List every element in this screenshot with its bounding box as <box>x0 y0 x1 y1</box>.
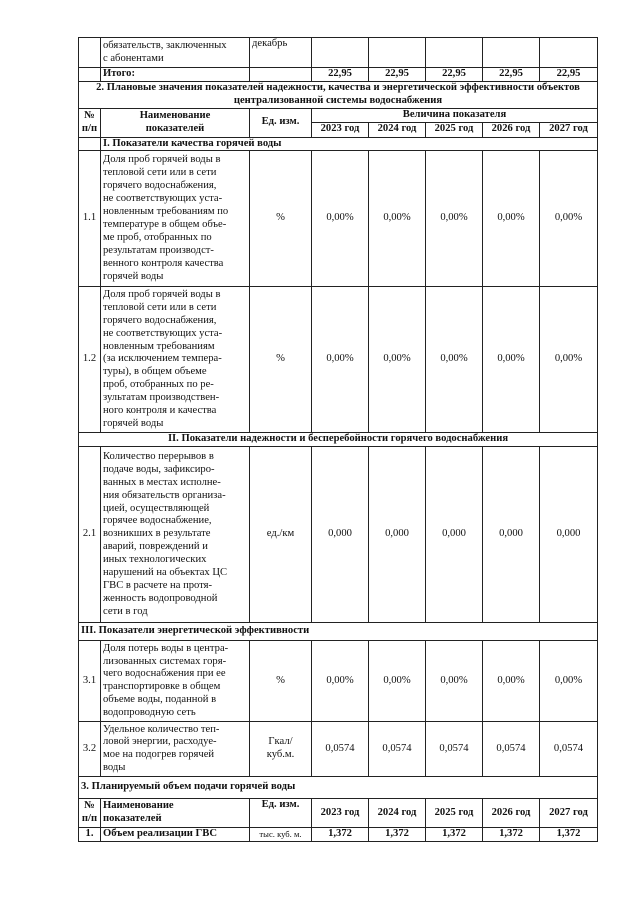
group-title-row <box>79 433 598 447</box>
row-num: 1. <box>79 828 101 842</box>
itogo-value: 22,95 <box>426 68 483 82</box>
header-year: 2023 год <box>312 123 369 137</box>
cont-text: обязательств, заключенных с абонентами <box>101 38 250 68</box>
header-num: № п/п <box>79 108 101 137</box>
row-value: 0,0574 <box>483 722 540 777</box>
group3-title: III. Показатели энергетической эффективности <box>79 623 598 641</box>
row-unit: % <box>250 287 312 433</box>
row-value: 0,0574 <box>426 722 483 777</box>
row-value: 0,0574 <box>369 722 426 777</box>
row-value: 0,00% <box>426 287 483 433</box>
row-value: 0,00% <box>426 641 483 722</box>
table-row <box>79 287 598 433</box>
row-value: 0,00% <box>312 151 369 287</box>
header-unit: Ед. изм. <box>250 108 312 137</box>
itogo-value: 22,95 <box>540 68 598 82</box>
table-row <box>79 38 598 68</box>
header-name: Наименование показателей <box>101 799 250 828</box>
header-year: 2026 год <box>483 123 540 137</box>
row-value: 0,00% <box>540 151 598 287</box>
header-year: 2024 год <box>369 123 426 137</box>
row-num: 1.2 <box>79 287 101 433</box>
row-unit: Гкал/ куб.м. <box>250 722 312 777</box>
header-value: Величина показателя <box>312 108 598 122</box>
cont-month: декабрь <box>250 38 312 68</box>
row-value: 0,000 <box>312 447 369 623</box>
row-unit: тыс. куб. м. <box>250 828 312 842</box>
row-value: 0,00% <box>540 287 598 433</box>
row-value: 0,0574 <box>540 722 598 777</box>
header-year: 2026 год <box>483 799 540 828</box>
itogo-value: 22,95 <box>483 68 540 82</box>
row-value: 1,372 <box>312 828 369 842</box>
group2-title: II. Показатели надежности и бесперебойности горячего водоснабжения <box>79 433 598 447</box>
header-unit: Ед. изм. <box>250 799 312 828</box>
header-name: Наименование показателей <box>101 108 250 137</box>
row-name: Доля проб горячей воды в тепловой сети или в сети горячего водоснабжения, не соответствующих уста- новленным требованиям (за исключением темпера- туры), в общем объеме проб, отобранных по ре- зультатам производствен- ного контроля и качества горячей воды <box>101 287 250 433</box>
row-value: 0,00% <box>369 287 426 433</box>
row-value: 0,000 <box>426 447 483 623</box>
row-name: Объем реализации ГВС <box>101 828 250 842</box>
table-row <box>79 722 598 777</box>
group1-title: I. Показатели качества горячей воды <box>101 137 598 151</box>
header-year: 2025 год <box>426 123 483 137</box>
row-name: Доля проб горячей воды в тепловой сети или в сети горячего водоснабжения, не соответствующих уста- новленным требованиям по температуре в общем объе- ме проб, отобранных по результатам производст- венного контроля качества горячей воды <box>101 151 250 287</box>
header-row <box>79 108 598 122</box>
row-unit: % <box>250 151 312 287</box>
row-num: 1.1 <box>79 151 101 287</box>
section-title-row <box>79 777 598 799</box>
group-title-row <box>79 623 598 641</box>
row-value: 0,00% <box>483 287 540 433</box>
row-num: 3.1 <box>79 641 101 722</box>
itogo-value: 22,95 <box>369 68 426 82</box>
row-unit: ед./км <box>250 447 312 623</box>
row-value: 0,00% <box>369 151 426 287</box>
section2-title: 2. Плановые значения показателей надежности, качества и энергетической эффективности объектов централизованной системы водоснабжения <box>79 81 598 108</box>
itogo-row <box>79 68 598 82</box>
row-name: Удельное количество теп- ловой энергии, расходуе- мое на подогрев горячей воды <box>101 722 250 777</box>
section-title-row <box>79 81 598 108</box>
group-title-row <box>79 137 598 151</box>
itogo-label: Итого: <box>101 68 250 82</box>
header-year: 2023 год <box>312 799 369 828</box>
row-value: 0,00% <box>369 641 426 722</box>
row-value: 0,00% <box>483 641 540 722</box>
section3-title: 3. Планируемый объем подачи горячей воды <box>79 777 598 799</box>
row-value: 0,00% <box>312 641 369 722</box>
row-value: 1,372 <box>426 828 483 842</box>
row-value: 0,00% <box>540 641 598 722</box>
row-value: 1,372 <box>540 828 598 842</box>
header-year: 2025 год <box>426 799 483 828</box>
row-name: Количество перерывов в подаче воды, зафиксиро- ванных в местах исполне- ния обязательств организа- цией, осуществляющей горячее водоснабжение, возникших в результате аварий, повреждений и иных технологических нарушений на объектах ЦС ГВС в расчете на протя- женность водопроводной сети в год <box>101 447 250 623</box>
header-num: № п/п <box>79 799 101 828</box>
header-year: 2027 год <box>540 123 598 137</box>
table-row <box>79 447 598 623</box>
header-year: 2027 год <box>540 799 598 828</box>
row-name: Доля потерь воды в центра- лизованных системах горя- чего водоснабжения при ее транспортировке в общем объеме воды, поданной в водопроводную сеть <box>101 641 250 722</box>
row-value: 0,000 <box>540 447 598 623</box>
row-value: 1,372 <box>483 828 540 842</box>
row-value: 0,000 <box>369 447 426 623</box>
row-num: 3.2 <box>79 722 101 777</box>
row-unit: % <box>250 641 312 722</box>
row-num: 2.1 <box>79 447 101 623</box>
table-row <box>79 641 598 722</box>
row-value: 0,000 <box>483 447 540 623</box>
itogo-value: 22,95 <box>312 68 369 82</box>
row-value: 0,00% <box>483 151 540 287</box>
table-row <box>79 828 598 842</box>
row-value: 0,00% <box>426 151 483 287</box>
header-year: 2024 год <box>369 799 426 828</box>
row-value: 0,0574 <box>312 722 369 777</box>
header-row <box>79 799 598 828</box>
row-value: 1,372 <box>369 828 426 842</box>
table-row <box>79 151 598 287</box>
row-value: 0,00% <box>312 287 369 433</box>
indicators-table <box>78 37 598 842</box>
